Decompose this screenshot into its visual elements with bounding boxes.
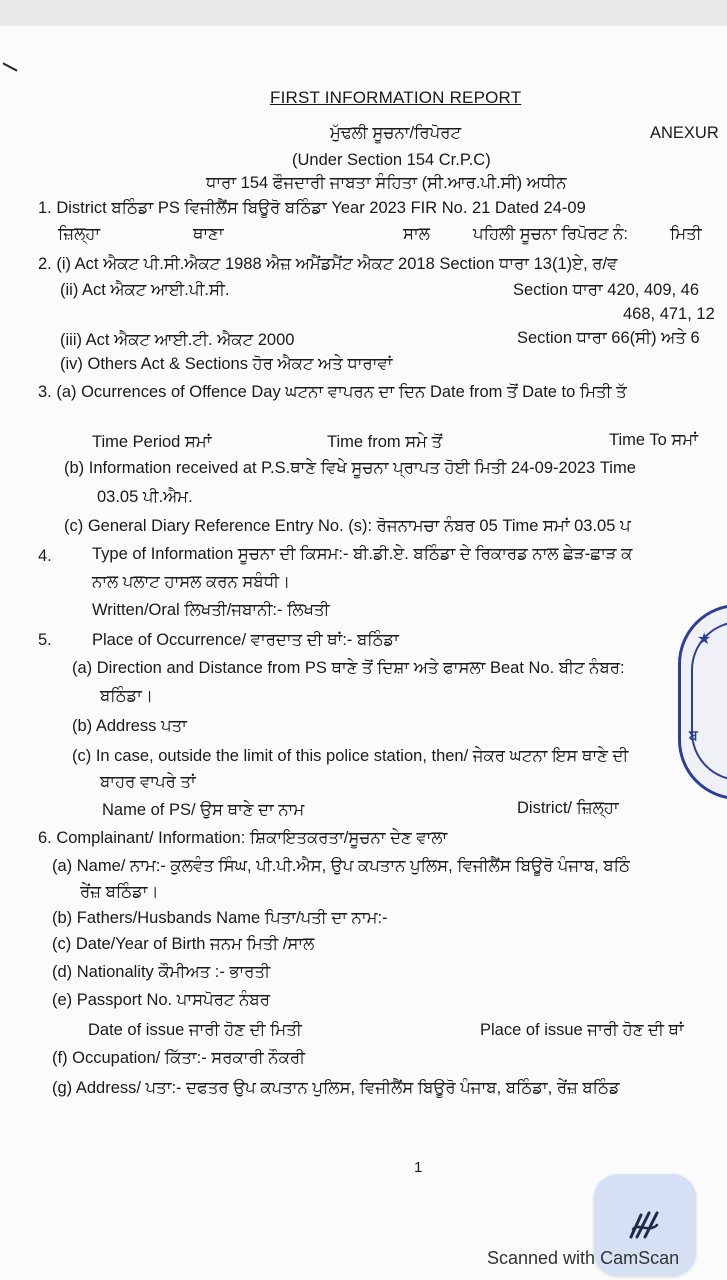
line-district: 1. District ਬਠਿੰਡਾ PS ਵਿਜੀਲੈਂਸ ਬਿਊਰੋ ਬਠਿੰਡਾ Year 2023 FIR No. 21 Dated 24-09 [38, 199, 586, 217]
annexure-label: ANEXUR [650, 124, 719, 142]
section-heading-pa: ਧਾਰਾ 154 ਫੌਜਦਾਰੀ ਜਾਬਤਾ ਸੰਹਿਤਾ (ਸੀ.ਆਰ.ਪੀ.ਸੀ) ਅਧੀਨ [206, 174, 567, 192]
label-district: District/ ਜ਼ਿਲ੍ਹਾ [517, 799, 619, 817]
page-number: 1 [414, 1159, 423, 1176]
line-section-ii: Section ਧਾਰਾ 420, 409, 46 [513, 281, 700, 299]
stamp-emblem: ਬ [689, 727, 698, 743]
line-act-iii: (iii) Act ਐਕਟ ਆਈ.ਟੀ. ਐਕਟ 2000 [60, 331, 295, 349]
scan-mark [2, 62, 17, 71]
official-stamp [678, 604, 727, 800]
section-heading: (Under Section 154 Cr.P.C) [292, 151, 491, 169]
line-info-type: Type of Information ਸੂਚਨਾ ਦੀ ਕਿਸਮ:- ਬੀ.ਡੀ.ਏ. ਬਠਿੰਡਾ ਦੇ ਰਿਕਾਰਡ ਨਾਲ ਛੇੜ-ਛਾੜ ਕ [92, 545, 633, 563]
camscanner-edit-icon [627, 1207, 663, 1243]
label-year-pa: ਸਾਲ [403, 225, 430, 243]
scanned-with-watermark: Scanned with CamScan [487, 1248, 680, 1268]
line-name-cont: ਰੇਂਜ਼ ਬਠਿੰਡਾ। [80, 883, 159, 901]
item-number-5: 5. [38, 631, 52, 649]
line-act-iv: (iv) Others Act & Sections ਹੋਰ ਐਕਟ ਅਤੇ ਧਾਰਾਵਾਂ [60, 355, 393, 373]
line-outside-limit: (c) In case, outside the limit of this police station, then/ ਜੇਕਰ ਘਟਨਾ ਇਸ ਥਾਣੇ ਦੀ [72, 747, 629, 765]
label-ps-pa: ਥਾਣਾ [193, 225, 224, 243]
line-section-iii: Section ਧਾਰਾ 66(ਸੀ) ਅਤੇ 6 [517, 329, 700, 347]
report-title: FIRST INFORMATION REPORT [270, 88, 522, 107]
label-fir-pa: ਪਹਿਲੀ ਸੂਚਨਾ ਰਿਪੋਰਟ ਨੰ: [473, 225, 628, 243]
line-written-oral: Written/Oral ਲਿਖਤੀ/ਜਬਾਨੀ:- ਲਿਖਤੀ [92, 601, 330, 619]
line-nationality: (d) Nationality ਕੌਮੀਅਤ :- ਭਾਰਤੀ [52, 963, 271, 981]
stamp-star-icon: ★ [697, 631, 712, 648]
label-time-to: Time To ਸਮਾਂ [609, 431, 698, 449]
top-bar [0, 0, 727, 26]
line-info-received: (b) Information received at P.S.ਥਾਣੇ ਵਿਖੇ ਸੂਚਨਾ ਪ੍ਰਾਪਤ ਹੋਈ ਮਿਤੀ 24-09-2023 Time [64, 459, 636, 477]
line-info-time: 03.05 ਪੀ.ਐਮ. [97, 488, 193, 506]
line-general-diary: (c) General Diary Reference Entry No. (s): ਰੋਜਨਾਮਚਾ ਨੰਬਰ 05 Time ਸਮਾਂ 03.05 ਪ [64, 517, 631, 535]
line-occupation: (f) Occupation/ ਕਿੱਤਾ:- ਸਰਕਾਰੀ ਨੌਕਰੀ [52, 1049, 306, 1067]
label-ps-name: Name of PS/ ਉਸ ਥਾਣੇ ਦਾ ਨਾਮ [102, 801, 305, 819]
line-outside-limit-cont: ਬਾਹਰ ਵਾਪਰੇ ਤਾਂ [100, 773, 196, 791]
line-father-name: (b) Fathers/Husbands Name ਪਿਤਾ/ਪਤੀ ਦਾ ਨਾਮ:- [52, 909, 388, 927]
line-direction-cont: ਬਠਿੰਡਾ। [100, 687, 154, 705]
line-direction: (a) Direction and Distance from PS ਥਾਣੇ ਤੋਂ ਦਿਸ਼ਾ ਅਤੇ ਫਾਸਲਾ Beat No. ਬੀਟ ਨੰਬਰ: [72, 659, 625, 677]
line-passport: (e) Passport No. ਪਾਸਪੋਰਟ ਨੰਬਰ [52, 991, 270, 1009]
document-page [0, 26, 727, 1280]
line-info-type-cont: ਨਾਲ ਪਲਾਟ ਹਾਸਲ ਕਰਨ ਸਬੰਧੀ। [92, 573, 291, 591]
label-date-of-issue: Date of issue ਜਾਰੀ ਹੋਣ ਦੀ ਮਿਤੀ [88, 1021, 302, 1039]
punjabi-title: ਮੁੱਢਲੀ ਸੂਚਨਾ/ਰਿਪੋਰਟ [330, 124, 462, 142]
line-complainant-address: (g) Address/ ਪਤਾ:- ਦਫਤਰ ਉਪ ਕਪਤਾਨ ਪੁਲਿਸ, ਵਿਜੀਲੈਂਸ ਬਿਊਰੋ ਪੰਜਾਬ, ਬਠਿੰਡਾ, ਰੇਂਜ਼ ਬਠਿੰਡ [52, 1079, 620, 1097]
label-time-period: Time Period ਸਮਾਂ [92, 433, 212, 451]
line-occurrence: 3. (a) Ocurrences of Offence Day ਘਟਨਾ ਵਾਪਰਨ ਦਾ ਦਿਨ Date from ਤੋਂ Date to ਮਿਤੀ ਤੱ [38, 383, 627, 401]
line-address: (b) Address ਪਤਾ [72, 717, 187, 735]
line-place: Place of Occurrence/ ਵਾਰਦਾਤ ਦੀ ਥਾਂ:- ਬਠਿੰਡਾ [92, 631, 399, 649]
label-time-from: Time from ਸਮੇ ਤੋਂ [327, 433, 443, 451]
line-section-ii-cont: 468, 471, 12 [623, 305, 715, 323]
item-number-4: 4. [38, 547, 52, 565]
label-date-pa: ਮਿਤੀ [670, 225, 702, 243]
line-act-ii: (ii) Act ਐਕਟ ਆਈ.ਪੀ.ਸੀ. [60, 281, 230, 299]
line-name: (a) Name/ ਨਾਮ:- ਕੁਲਵੰਤ ਸਿੰਘ, ਪੀ.ਪੀ.ਐਸ, ਉਪ ਕਪਤਾਨ ਪੁਲਿਸ, ਵਿਜੀਲੈਂਸ ਬਿਊਰੋ ਪੰਜਾਬ, ਬਠਿੰ [52, 857, 630, 875]
line-complainant: 6. Complainant/ Information: ਸ਼ਿਕਾਇਤਕਰਤਾ/ਸੂਚਨਾ ਦੇਣ ਵਾਲਾ [38, 829, 448, 847]
line-act-i: 2. (i) Act ਐਕਟ ਪੀ.ਸੀ.ਐਕਟ 1988 ਐਜ਼ ਅਮੈਂਡਮੈਂਟ ਐਕਟ 2018 Section ਧਾਰਾ 13(1)ਏ, ਰ/ਵ [38, 255, 618, 273]
line-birth: (c) Date/Year of Birth ਜਨਮ ਮਿਤੀ /ਸਾਲ [52, 935, 315, 953]
label-place-of-issue: Place of issue ਜਾਰੀ ਹੋਣ ਦੀ ਥਾਂ [480, 1021, 684, 1039]
label-district-pa: ਜ਼ਿਲ੍ਹਾ [58, 225, 101, 243]
